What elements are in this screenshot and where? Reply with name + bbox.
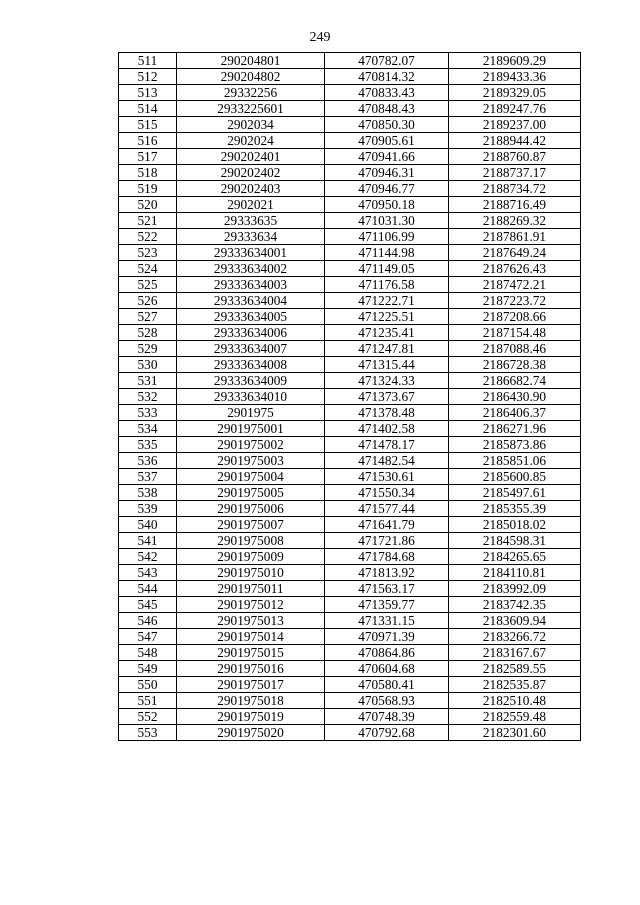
point-code-cell: 29333634006	[177, 325, 325, 341]
point-code-cell: 29333634010	[177, 389, 325, 405]
point-number-cell: 536	[119, 453, 177, 469]
x-coordinate-cell: 471550.34	[325, 485, 449, 501]
y-coordinate-cell: 2187154.48	[449, 325, 581, 341]
point-code-cell: 2901975018	[177, 693, 325, 709]
point-number-cell: 542	[119, 549, 177, 565]
point-number-cell: 522	[119, 229, 177, 245]
point-code-cell: 2901975004	[177, 469, 325, 485]
y-coordinate-cell: 2183266.72	[449, 629, 581, 645]
x-coordinate-cell: 471106.99	[325, 229, 449, 245]
point-number-cell: 520	[119, 197, 177, 213]
point-number-cell: 527	[119, 309, 177, 325]
table-row	[119, 117, 581, 133]
point-code-cell: 2901975017	[177, 677, 325, 693]
table-row	[119, 149, 581, 165]
y-coordinate-cell: 2188734.72	[449, 181, 581, 197]
point-code-cell: 290204802	[177, 69, 325, 85]
y-coordinate-cell: 2182559.48	[449, 709, 581, 725]
table-row	[119, 693, 581, 709]
y-coordinate-cell: 2183609.94	[449, 613, 581, 629]
point-code-cell: 2901975014	[177, 629, 325, 645]
x-coordinate-cell: 471563.17	[325, 581, 449, 597]
x-coordinate-cell: 471641.79	[325, 517, 449, 533]
x-coordinate-cell: 470946.77	[325, 181, 449, 197]
point-number-cell: 537	[119, 469, 177, 485]
table-row	[119, 613, 581, 629]
table-row	[119, 373, 581, 389]
table-row	[119, 53, 581, 69]
point-number-cell: 541	[119, 533, 177, 549]
y-coordinate-cell: 2185600.85	[449, 469, 581, 485]
point-code-cell: 29333634007	[177, 341, 325, 357]
y-coordinate-cell: 2187472.21	[449, 277, 581, 293]
x-coordinate-cell: 470864.86	[325, 645, 449, 661]
x-coordinate-cell: 471222.71	[325, 293, 449, 309]
table-row	[119, 565, 581, 581]
y-coordinate-cell: 2186430.90	[449, 389, 581, 405]
table-row	[119, 533, 581, 549]
table-row	[119, 277, 581, 293]
point-code-cell: 2901975008	[177, 533, 325, 549]
table-row	[119, 661, 581, 677]
table-row	[119, 485, 581, 501]
y-coordinate-cell: 2186728.38	[449, 357, 581, 373]
point-number-cell: 531	[119, 373, 177, 389]
x-coordinate-cell: 470905.61	[325, 133, 449, 149]
y-coordinate-cell: 2184110.81	[449, 565, 581, 581]
y-coordinate-cell: 2188716.49	[449, 197, 581, 213]
point-number-cell: 528	[119, 325, 177, 341]
y-coordinate-cell: 2189609.29	[449, 53, 581, 69]
y-coordinate-cell: 2188760.87	[449, 149, 581, 165]
point-number-cell: 529	[119, 341, 177, 357]
point-code-cell: 29333634003	[177, 277, 325, 293]
point-number-cell: 515	[119, 117, 177, 133]
x-coordinate-cell: 471373.67	[325, 389, 449, 405]
point-number-cell: 521	[119, 213, 177, 229]
point-number-cell: 552	[119, 709, 177, 725]
table-row	[119, 245, 581, 261]
table-row	[119, 357, 581, 373]
point-code-cell: 2901975001	[177, 421, 325, 437]
y-coordinate-cell: 2188737.17	[449, 165, 581, 181]
table-row	[119, 85, 581, 101]
y-coordinate-cell: 2184598.31	[449, 533, 581, 549]
x-coordinate-cell: 471482.54	[325, 453, 449, 469]
point-number-cell: 540	[119, 517, 177, 533]
x-coordinate-cell: 471331.15	[325, 613, 449, 629]
x-coordinate-cell: 471478.17	[325, 437, 449, 453]
point-number-cell: 535	[119, 437, 177, 453]
point-code-cell: 2901975020	[177, 725, 325, 741]
point-code-cell: 2901975010	[177, 565, 325, 581]
point-number-cell: 538	[119, 485, 177, 501]
point-number-cell: 514	[119, 101, 177, 117]
y-coordinate-cell: 2187223.72	[449, 293, 581, 309]
table-row	[119, 309, 581, 325]
point-number-cell: 545	[119, 597, 177, 613]
x-coordinate-cell: 470580.41	[325, 677, 449, 693]
x-coordinate-cell: 470833.43	[325, 85, 449, 101]
x-coordinate-cell: 470782.07	[325, 53, 449, 69]
point-code-cell: 290204801	[177, 53, 325, 69]
table-row	[119, 213, 581, 229]
x-coordinate-cell: 471176.58	[325, 277, 449, 293]
table-row	[119, 645, 581, 661]
x-coordinate-cell: 470950.18	[325, 197, 449, 213]
point-code-cell: 2901975016	[177, 661, 325, 677]
y-coordinate-cell: 2183742.35	[449, 597, 581, 613]
x-coordinate-cell: 471402.58	[325, 421, 449, 437]
point-code-cell: 2902024	[177, 133, 325, 149]
table-row	[119, 549, 581, 565]
table-row	[119, 517, 581, 533]
table-row	[119, 629, 581, 645]
point-code-cell: 29333634008	[177, 357, 325, 373]
x-coordinate-cell: 471813.92	[325, 565, 449, 581]
table-row	[119, 229, 581, 245]
table-row	[119, 581, 581, 597]
point-number-cell: 518	[119, 165, 177, 181]
point-number-cell: 547	[119, 629, 177, 645]
table-row	[119, 421, 581, 437]
x-coordinate-cell: 470568.93	[325, 693, 449, 709]
x-coordinate-cell: 471225.51	[325, 309, 449, 325]
point-code-cell: 2901975012	[177, 597, 325, 613]
point-number-cell: 532	[119, 389, 177, 405]
table-row	[119, 389, 581, 405]
point-number-cell: 533	[119, 405, 177, 421]
point-number-cell: 511	[119, 53, 177, 69]
y-coordinate-cell: 2187861.91	[449, 229, 581, 245]
y-coordinate-cell: 2184265.65	[449, 549, 581, 565]
y-coordinate-cell: 2185497.61	[449, 485, 581, 501]
x-coordinate-cell: 471144.98	[325, 245, 449, 261]
point-code-cell: 2901975006	[177, 501, 325, 517]
point-code-cell: 2901975007	[177, 517, 325, 533]
point-code-cell: 29333634005	[177, 309, 325, 325]
table-row	[119, 133, 581, 149]
table-row	[119, 197, 581, 213]
point-code-cell: 29333634002	[177, 261, 325, 277]
point-code-cell: 290202402	[177, 165, 325, 181]
coordinates-table	[118, 52, 581, 741]
y-coordinate-cell: 2188944.42	[449, 133, 581, 149]
point-number-cell: 534	[119, 421, 177, 437]
point-code-cell: 2901975015	[177, 645, 325, 661]
point-code-cell: 29332256	[177, 85, 325, 101]
point-code-cell: 29333634001	[177, 245, 325, 261]
table-row	[119, 501, 581, 517]
point-number-cell: 513	[119, 85, 177, 101]
x-coordinate-cell: 471149.05	[325, 261, 449, 277]
x-coordinate-cell: 470848.43	[325, 101, 449, 117]
table-row	[119, 165, 581, 181]
table-row	[119, 677, 581, 693]
x-coordinate-cell: 471235.41	[325, 325, 449, 341]
y-coordinate-cell: 2186271.96	[449, 421, 581, 437]
x-coordinate-cell: 471247.81	[325, 341, 449, 357]
point-number-cell: 512	[119, 69, 177, 85]
x-coordinate-cell: 471721.86	[325, 533, 449, 549]
x-coordinate-cell: 471315.44	[325, 357, 449, 373]
point-number-cell: 519	[119, 181, 177, 197]
table-body	[119, 53, 581, 741]
point-code-cell: 29333634009	[177, 373, 325, 389]
x-coordinate-cell: 470971.39	[325, 629, 449, 645]
point-code-cell: 2902021	[177, 197, 325, 213]
point-number-cell: 523	[119, 245, 177, 261]
point-code-cell: 2902034	[177, 117, 325, 133]
y-coordinate-cell: 2182510.48	[449, 693, 581, 709]
y-coordinate-cell: 2189329.05	[449, 85, 581, 101]
point-code-cell: 2901975011	[177, 581, 325, 597]
point-code-cell: 2901975013	[177, 613, 325, 629]
table-row	[119, 725, 581, 741]
y-coordinate-cell: 2182535.87	[449, 677, 581, 693]
y-coordinate-cell: 2189247.76	[449, 101, 581, 117]
point-number-cell: 539	[119, 501, 177, 517]
table-row	[119, 293, 581, 309]
x-coordinate-cell: 470604.68	[325, 661, 449, 677]
y-coordinate-cell: 2186406.37	[449, 405, 581, 421]
point-code-cell: 2901975	[177, 405, 325, 421]
y-coordinate-cell: 2187626.43	[449, 261, 581, 277]
point-number-cell: 544	[119, 581, 177, 597]
y-coordinate-cell: 2183992.09	[449, 581, 581, 597]
x-coordinate-cell: 471324.33	[325, 373, 449, 389]
point-number-cell: 516	[119, 133, 177, 149]
x-coordinate-cell: 471577.44	[325, 501, 449, 517]
point-number-cell: 546	[119, 613, 177, 629]
table-row	[119, 261, 581, 277]
point-number-cell: 524	[119, 261, 177, 277]
point-number-cell: 550	[119, 677, 177, 693]
y-coordinate-cell: 2185851.06	[449, 453, 581, 469]
point-code-cell: 290202401	[177, 149, 325, 165]
point-number-cell: 517	[119, 149, 177, 165]
y-coordinate-cell: 2185873.86	[449, 437, 581, 453]
point-number-cell: 525	[119, 277, 177, 293]
point-code-cell: 2901975002	[177, 437, 325, 453]
x-coordinate-cell: 471031.30	[325, 213, 449, 229]
point-number-cell: 548	[119, 645, 177, 661]
point-code-cell: 2901975003	[177, 453, 325, 469]
table-row	[119, 325, 581, 341]
point-number-cell: 551	[119, 693, 177, 709]
table-row	[119, 341, 581, 357]
x-coordinate-cell: 471359.77	[325, 597, 449, 613]
y-coordinate-cell: 2187208.66	[449, 309, 581, 325]
table-row	[119, 469, 581, 485]
y-coordinate-cell: 2188269.32	[449, 213, 581, 229]
y-coordinate-cell: 2187649.24	[449, 245, 581, 261]
y-coordinate-cell: 2185355.39	[449, 501, 581, 517]
table-row	[119, 405, 581, 421]
table-row	[119, 69, 581, 85]
point-number-cell: 530	[119, 357, 177, 373]
point-code-cell: 2901975005	[177, 485, 325, 501]
x-coordinate-cell: 470792.68	[325, 725, 449, 741]
table-row	[119, 181, 581, 197]
x-coordinate-cell: 471530.61	[325, 469, 449, 485]
page-number: 249	[309, 30, 331, 45]
x-coordinate-cell: 470814.32	[325, 69, 449, 85]
x-coordinate-cell: 470850.30	[325, 117, 449, 133]
point-code-cell: 290202403	[177, 181, 325, 197]
x-coordinate-cell: 470941.66	[325, 149, 449, 165]
point-code-cell: 2901975009	[177, 549, 325, 565]
point-code-cell: 29333634	[177, 229, 325, 245]
point-code-cell: 29333635	[177, 213, 325, 229]
y-coordinate-cell: 2185018.02	[449, 517, 581, 533]
y-coordinate-cell: 2189433.36	[449, 69, 581, 85]
point-code-cell: 29333634004	[177, 293, 325, 309]
point-number-cell: 549	[119, 661, 177, 677]
point-code-cell: 2901975019	[177, 709, 325, 725]
y-coordinate-cell: 2183167.67	[449, 645, 581, 661]
point-number-cell: 553	[119, 725, 177, 741]
x-coordinate-cell: 470748.39	[325, 709, 449, 725]
y-coordinate-cell: 2182589.55	[449, 661, 581, 677]
table-row	[119, 597, 581, 613]
y-coordinate-cell: 2187088.46	[449, 341, 581, 357]
point-number-cell: 526	[119, 293, 177, 309]
table-row	[119, 709, 581, 725]
y-coordinate-cell: 2189237.00	[449, 117, 581, 133]
x-coordinate-cell: 471378.48	[325, 405, 449, 421]
table-row	[119, 101, 581, 117]
table-row	[119, 437, 581, 453]
table-row	[119, 453, 581, 469]
point-number-cell: 543	[119, 565, 177, 581]
y-coordinate-cell: 2182301.60	[449, 725, 581, 741]
x-coordinate-cell: 471784.68	[325, 549, 449, 565]
point-code-cell: 2933225601	[177, 101, 325, 117]
x-coordinate-cell: 470946.31	[325, 165, 449, 181]
y-coordinate-cell: 2186682.74	[449, 373, 581, 389]
